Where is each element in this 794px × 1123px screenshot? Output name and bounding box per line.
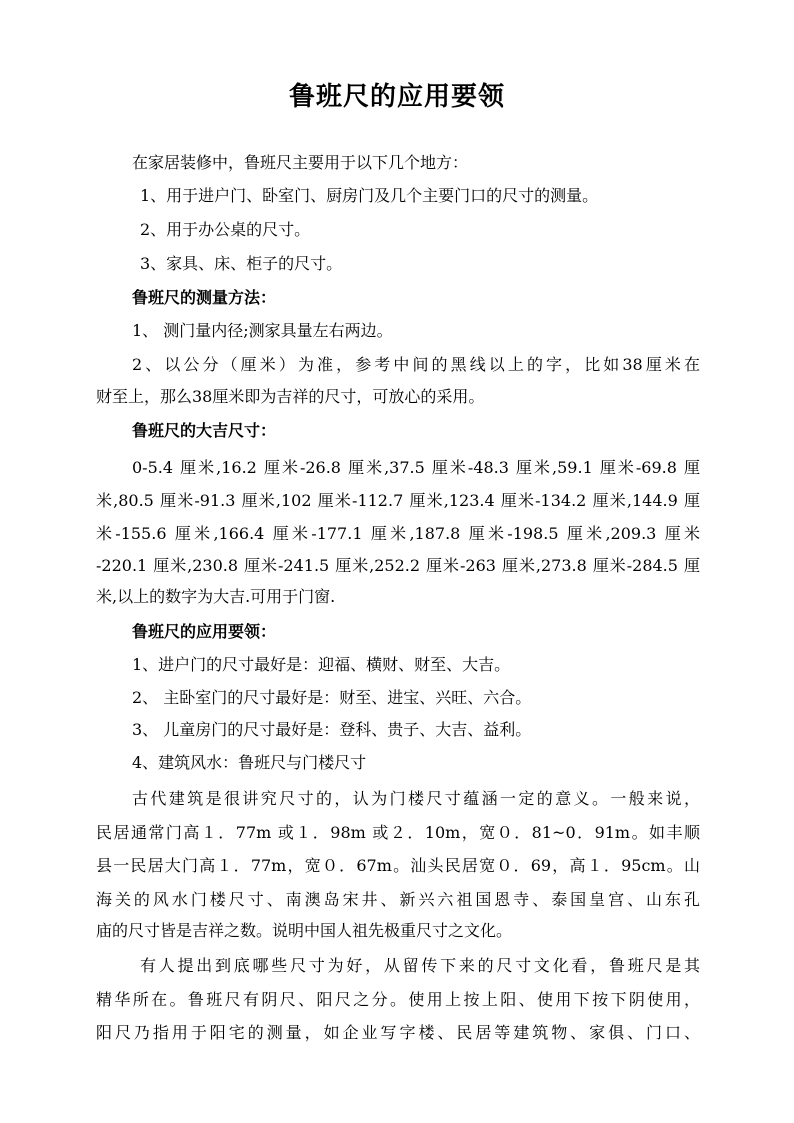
intro-item-1: 1、用于进户门、卧室门、厨房门及几个主要门口的尺寸的测量。 <box>140 186 599 205</box>
daji-line: -220.1 厘米,230.8 厘米-241.5 厘米,252.2 厘米-263 厘米,273.8 厘米-284.5 厘 <box>96 556 700 575</box>
para1-line: 县一民居大门高１．77m，宽０．67m。汕头民居宽０．69，高１．95cm。山 <box>96 856 700 875</box>
method-heading: 鲁班尺的测量方法： <box>132 288 277 307</box>
daji-heading: 鲁班尺的大吉尺寸： <box>132 421 277 440</box>
method-item-1: 1、 测门量内径;测家具量左右两边。 <box>132 321 393 340</box>
para1-line: 庙的尺寸皆是吉祥之数。说明中国人祖先极重尺寸之文化。 <box>96 921 513 940</box>
daji-line: 0-5.4 厘米,16.2 厘米-26.8 厘米,37.5 厘米-48.3 厘米,59.1 厘米-69.8 厘 <box>132 458 700 477</box>
intro-item-2: 2、用于办公桌的尺寸。 <box>140 220 311 239</box>
method-item-2-line-1: 2、以公分（厘米）为准，参考中间的黑线以上的字，比如38厘米在 <box>132 355 700 374</box>
para2-line: 有人提出到底哪些尺寸为好，从留传下来的尺寸文化看，鲁班尺是其 <box>140 956 700 975</box>
daji-line: 米-155.6 厘米,166.4 厘米-177.1 厘米,187.8 厘米-198.5 厘米,209.3 厘米 <box>96 524 700 543</box>
page-title: 鲁班尺的应用要领 <box>288 82 505 112</box>
method-item-2-line-2: 财至上，那么38厘米即为吉祥的尺寸，可放心的采用。 <box>96 387 485 406</box>
para1-line: 民居通常门高１．77m 或１．98m 或２．10m，宽０．81~0．91m。如丰顺 <box>96 823 700 842</box>
daji-line: 米,80.5 厘米-91.3 厘米,102 厘米-112.7 厘米,123.4 厘米-134.2 厘米,144.9 厘 <box>96 491 700 510</box>
intro-lead: 在家居装修中，鲁班尺主要用于以下几个地方： <box>132 153 469 172</box>
usage-heading: 鲁班尺的应用要领： <box>132 622 277 641</box>
usage-item-1: 1、进户门的尺寸最好是：迎福、横财、财至、大吉。 <box>132 655 511 674</box>
usage-item-3: 3、 儿童房门的尺寸最好是：登科、贵子、大吉、益利。 <box>132 720 532 739</box>
para2-line: 精华所在。鲁班尺有阴尺、阳尺之分。使用上按上阳、使用下按下阴使用， <box>96 990 700 1009</box>
usage-item-4: 4、建筑风水：鲁班尺与门楼尺寸 <box>132 753 367 772</box>
usage-item-2: 2、 主卧室门的尺寸最好是：财至、进宝、兴旺、六合。 <box>132 688 532 707</box>
para1-line: 古代建筑是很讲究尺寸的，认为门楼尺寸蕴涵一定的意义。一般来说， <box>132 789 700 808</box>
daji-line: 米,以上的数字为大吉.可用于门窗. <box>96 587 336 606</box>
para2-line: 阳尺乃指用于阳宅的测量，如企业写字楼、民居等建筑物、家俱、门口、 <box>96 1023 700 1042</box>
intro-item-3: 3、家具、床、柜子的尺寸。 <box>140 254 343 273</box>
para1-line: 海关的风水门楼尺寸、南澳岛宋井、新兴六祖国恩寺、泰国皇宫、山东孔 <box>96 890 700 909</box>
